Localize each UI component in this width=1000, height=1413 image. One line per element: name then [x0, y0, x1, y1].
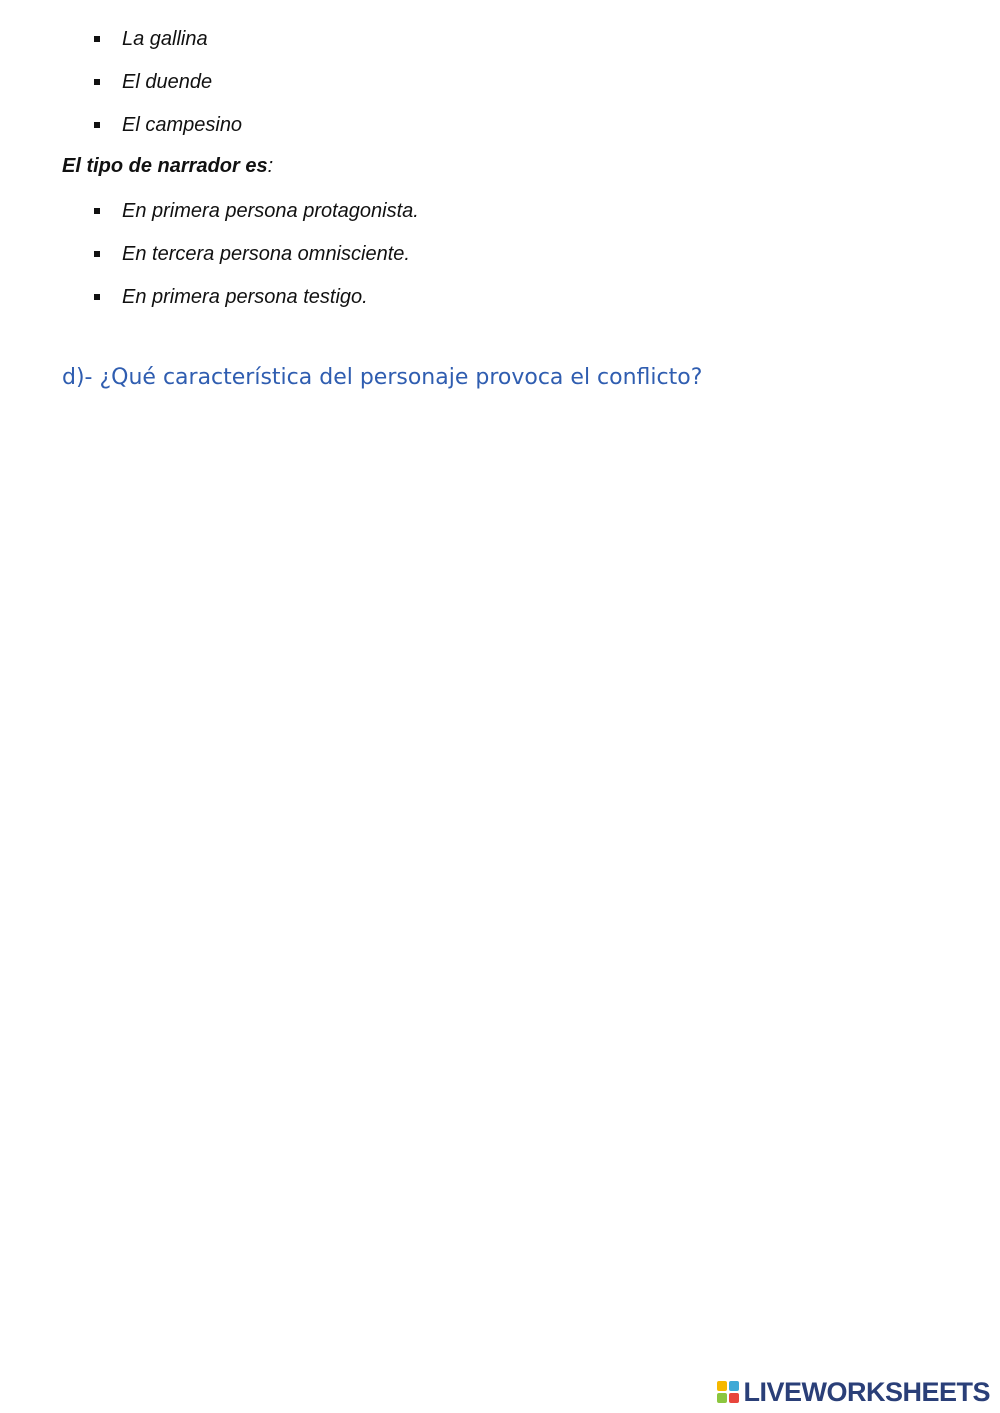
list-item: [94, 232, 419, 275]
square-bullet-icon: [94, 208, 100, 214]
option-text: En tercera persona omnisciente.: [122, 242, 410, 265]
square-bullet-icon: [94, 36, 100, 42]
list-item: [94, 17, 242, 60]
square-bullet-icon: [94, 251, 100, 257]
option-text: En primera persona protagonista.: [122, 199, 419, 222]
list-item: [94, 275, 419, 318]
narrator-heading-suffix: :: [267, 155, 274, 177]
liveworksheets-logo: [717, 1376, 990, 1407]
list-item: [94, 103, 242, 146]
option-text: El duende: [122, 70, 213, 93]
liveworksheets-logo-text: LIVEWORKSHEETS: [743, 1376, 990, 1407]
square-bullet-icon: [94, 122, 100, 128]
liveworksheets-logo-icon: [717, 1381, 739, 1403]
square-bullet-icon: [94, 79, 100, 85]
character-options-list: [94, 17, 242, 146]
narrator-heading-bold: El tipo de narrador es: [62, 155, 268, 177]
narrator-options-list: [94, 189, 419, 318]
option-text: El campesino: [122, 113, 243, 136]
list-item: [94, 189, 419, 232]
list-item: [94, 60, 242, 103]
option-text: La gallina: [122, 27, 208, 50]
narrator-heading: [62, 155, 273, 178]
option-text: En primera persona testigo.: [122, 285, 368, 308]
question-d: d)- ¿Qué característica del personaje provoca el conflicto?: [62, 365, 703, 390]
square-bullet-icon: [94, 294, 100, 300]
